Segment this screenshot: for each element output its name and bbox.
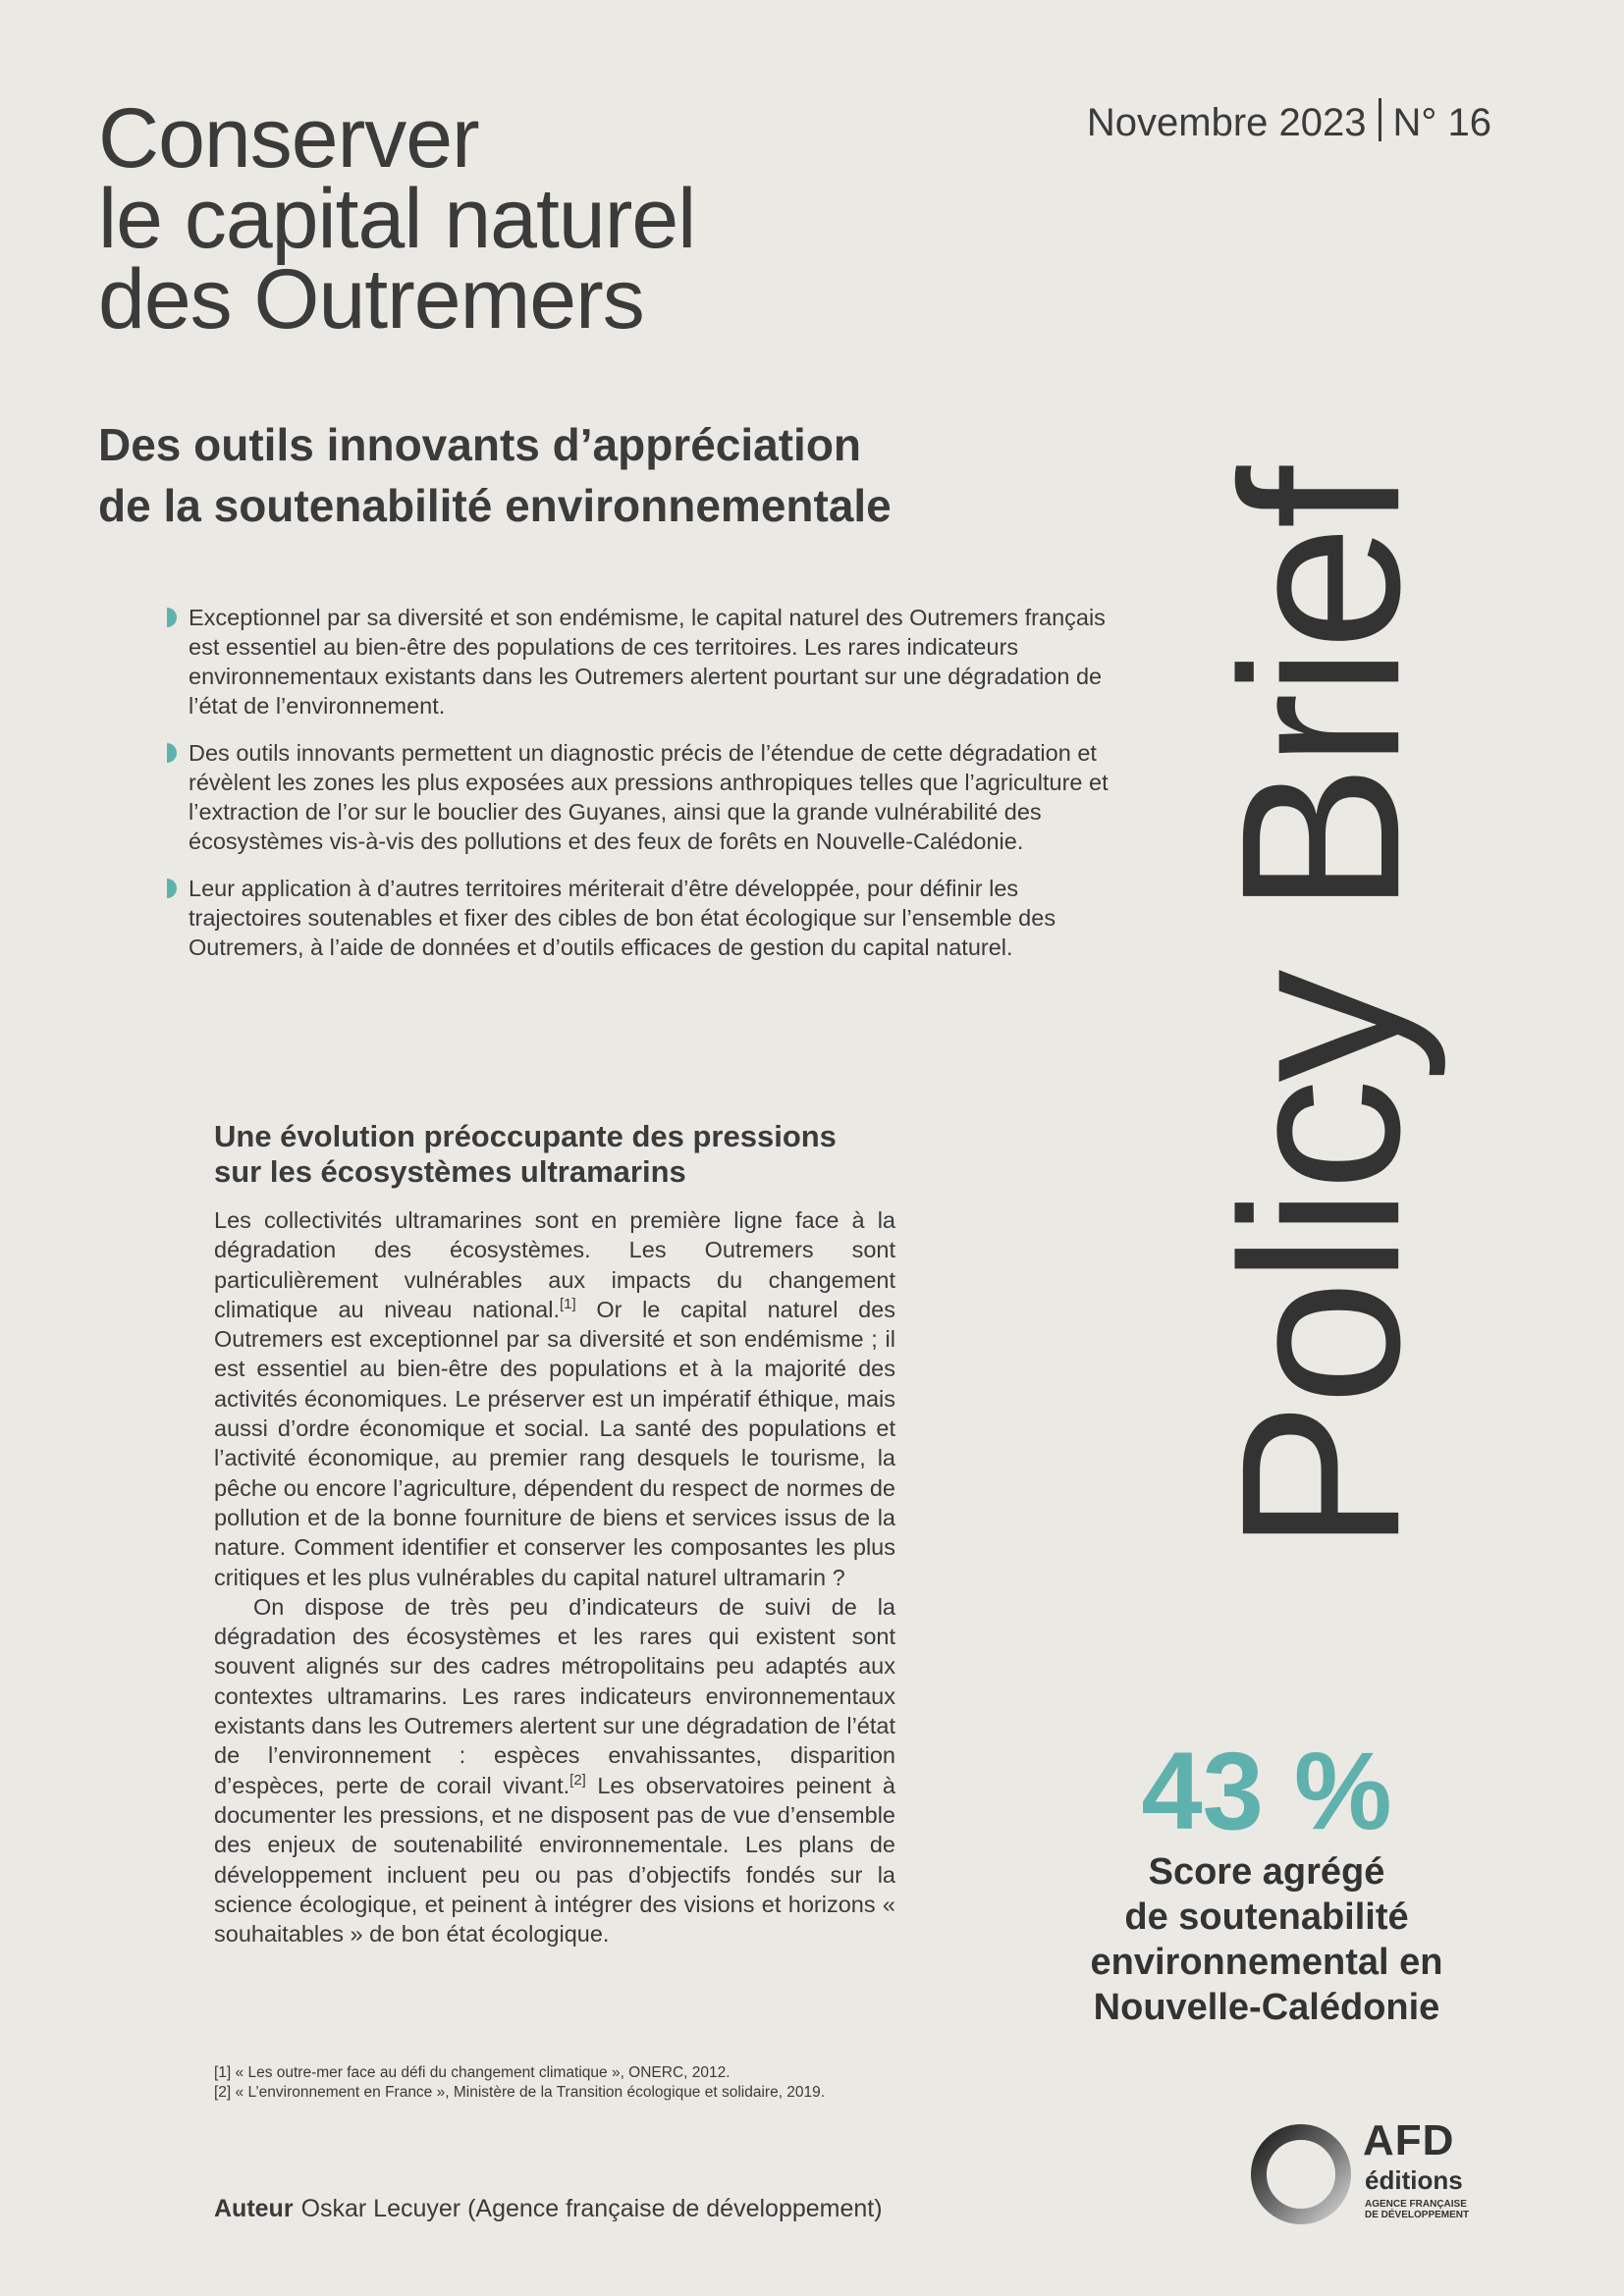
logo-agency-line: AGENCE FRANÇAISE	[1365, 2199, 1467, 2210]
footnote-reference: [2]	[569, 1771, 586, 1789]
series-title-text: Policy Brief	[1194, 469, 1446, 1553]
issue-date-line	[1087, 98, 1491, 145]
bullet-marker	[167, 879, 177, 898]
paragraph-text: Or le capital naturel des Outremers est exceptionnel par sa diversité et son endémisme ; il est essentiel au bien-être des populations et à la majorité des activités économiques. Le préserver est un impératif éthique, mais aussi d’ordre économique et social. La santé des populations et l’activité économique, au premier rang desquels le tourisme, la pêche ou encore l’agriculture, dépendent du respect de normes de pollution et de la bonne fourniture de biens et services issus de la nature. Comment identifier et conserver les composantes les plus critiques et les plus vulnérables du capital naturel ultramarin ?	[214, 1296, 895, 1590]
key-point-text: Leur application à d’autres territoires mériterait d’être développée, pour définir les trajectoires soutenables et fixer des cibles de bon état écologique sur l’ensemble des Outremers, à l’aide de données et d’outils efficaces de gestion du capital naturel.	[189, 876, 1056, 960]
key-point-text: Exceptionnel par sa diversité et son endémisme, le capital naturel des Outremers français est essentiel au bien-être des populations de ces territoires. Les rares indicateurs environnementaux existants dans les Outremers alertent pourtant sur une dégradation de l’état de l’environnement.	[189, 605, 1106, 719]
subtitle-line: Des outils innovants d’appréciation	[98, 419, 862, 470]
paragraph-text: Les collectivités ultramarines sont en première ligne face à la dégradation des écosystèmes. Les Outremers sont particulièrement vulnérables aux impacts du changement climatique au niveau national.	[214, 1207, 895, 1322]
subtitle-line: de la soutenabilité environnementale	[98, 480, 892, 531]
footnote: [2] « L’environnement en France », Ministère de la Transition écologique et solidaire, 2019.	[214, 2084, 826, 2101]
key-point	[189, 738, 1111, 856]
paragraph-text: Les observatoires peinent à documenter les pressions, et ne disposent pas de vue d’ensemble des enjeux de soutenabilité environnementale. Les plans de développement incluent peu ou pas d’objectifs fondés sur la science écologique, et peinent à intégrer des visions et horizons « souhaitables » de bon état écologique.	[214, 1772, 895, 1948]
logo-ring-icon	[1247, 2120, 1355, 2228]
paragraph-text: On dispose de très peu d’indicateurs de suivi de la dégradation des écosystèmes et les rares qui existent sont souvent alignés sur des cadres métropolitains peu adaptés aux contextes ultramarins. Les rares indicateurs environnementaux existants dans les Outremers alertent sur une dégradation de l’état de l’environnement : espèces envahissantes, disparition d’espèces, perte de corail vivant.	[214, 1593, 895, 1798]
author-line	[214, 2195, 883, 2223]
section-heading-line: Une évolution préoccupante des pressions	[214, 1119, 837, 1153]
body-text	[214, 1205, 895, 1949]
key-figure	[1021, 1730, 1512, 2030]
logo-agency-name	[1365, 2199, 1483, 2220]
document-title	[98, 91, 982, 347]
footnote: [1] « Les outre-mer face au défi du changement climatique », ONERC, 2012.	[214, 2064, 731, 2081]
logo-editions: éditions	[1365, 2165, 1463, 2195]
body-paragraph	[214, 1205, 895, 1592]
section-heading	[214, 1119, 921, 1190]
vertical-series-title	[1194, 373, 1446, 1649]
afd-editions-logo	[1247, 2116, 1502, 2228]
title-line: des Outremers	[98, 252, 644, 347]
body-paragraph	[214, 1592, 895, 1949]
date-separator	[1379, 98, 1381, 141]
footnotes	[214, 2063, 842, 2103]
key-points-list	[189, 603, 1111, 980]
key-figure-label	[1021, 1849, 1512, 2030]
bullet-marker	[167, 608, 177, 627]
author-name: Oskar Lecuyer (Agence française de développement)	[300, 2195, 883, 2222]
key-point	[189, 874, 1111, 962]
author-label: Auteur	[214, 2195, 294, 2222]
key-figure-label-line: de soutenabilité	[1124, 1896, 1409, 1938]
publication-date: Novembre 2023	[1086, 101, 1367, 144]
key-figure-value: 43 %	[1141, 1730, 1392, 1852]
key-point	[189, 603, 1111, 721]
document-subtitle	[98, 414, 1178, 536]
footnote-reference: [1]	[559, 1296, 576, 1313]
title-line: Conserver	[98, 91, 479, 186]
logo-agency-line: DE DÉVELOPPEMENT	[1365, 2210, 1470, 2220]
logo-brand: AFD	[1363, 2116, 1455, 2164]
key-figure-label-line: Score agrégé	[1148, 1851, 1385, 1893]
key-figure-label-line: environnemental en	[1090, 1942, 1443, 1983]
key-figure-label-line: Nouvelle-Calédonie	[1093, 1987, 1440, 2028]
bullet-marker	[167, 743, 177, 763]
section-heading-line: sur les écosystèmes ultramarins	[214, 1154, 686, 1189]
title-line: le capital naturel	[98, 172, 696, 266]
issue-number: N° 16	[1392, 101, 1491, 144]
key-point-text: Des outils innovants permettent un diagnostic précis de l’étendue de cette dégradation et révèlent les zones les plus exposées aux pressions anthropiques telles que l’agriculture et l’extraction de l’or sur le bouclier des Guyanes, ainsi que la grande vulnérabilité des écosystèmes vis-à-vis des pollutions et des feux de forêts en Nouvelle-Calédonie.	[189, 740, 1109, 854]
